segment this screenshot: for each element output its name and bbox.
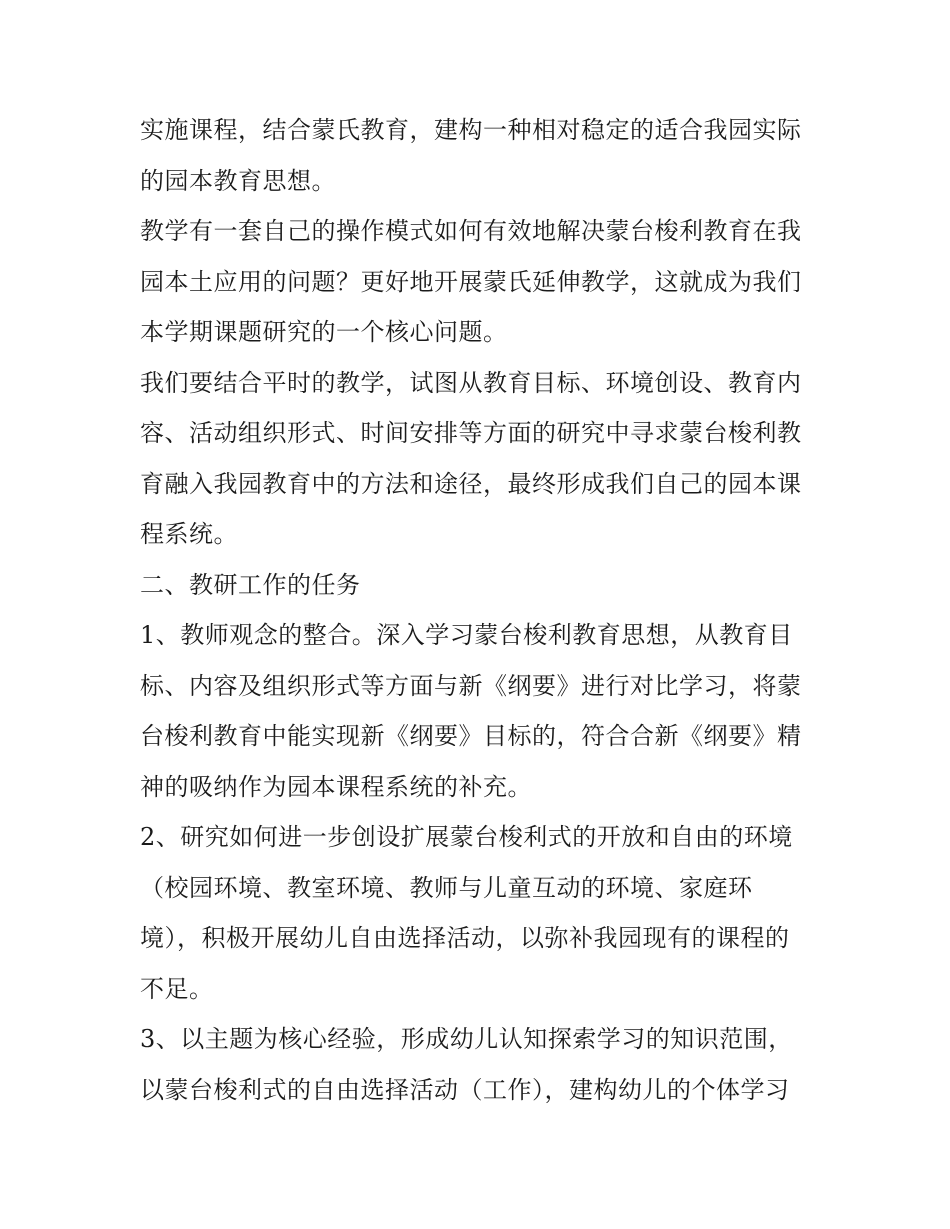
paragraph-line: （校园环境、教室环境、教师与儿童互动的环境、家庭环 [140,874,753,902]
section-heading: 二、教研工作的任务 [140,571,361,599]
paragraph-line: 的园本教育思想。 [140,167,336,195]
paragraph-line: 神的吸纳作为园本课程系统的补充。 [140,773,532,801]
paragraph-line: 1、教师观念的整合。深入学习蒙台梭利教育思想，从教育目 [140,621,793,649]
paragraph-line: 容、活动组织形式、时间安排等方面的研究中寻求蒙台梭利教 [140,419,802,447]
paragraph-line: 程系统。 [140,520,238,548]
paragraph-line: 3、以主题为核心经验，形成幼儿认知探索学习的知识范围， [140,1025,793,1053]
paragraph-line: 标、内容及组织形式等方面与新《纲要》进行对比学习，将蒙 [140,672,802,700]
paragraph-line: 教学有一套自己的操作模式如何有效地解决蒙台梭利教育在我 [140,217,802,245]
paragraph-line: 本学期课题研究的一个核心问题。 [140,318,508,346]
paragraph-line: 以蒙台梭利式的自由选择活动（工作），建构幼儿的个体学习 [140,1076,790,1104]
paragraph-line: 实施课程，结合蒙氏教育，建构一种相对稳定的适合我园实际 [140,116,802,144]
paragraph-line: 不足。 [140,975,214,1003]
paragraph-line: 育融入我园教育中的方法和途径，最终形成我们自己的园本课 [140,470,802,498]
paragraph-line: 我们要结合平时的教学，试图从教育目标、环境创设、教育内 [140,369,802,397]
paragraph-line: 2、研究如何进一步创设扩展蒙台梭利式的开放和自由的环境 [140,823,793,851]
paragraph-line: 园本土应用的问题？更好地开展蒙氏延伸教学，这就成为我们 [140,268,802,296]
paragraph-line: 台梭利教育中能实现新《纲要》目标的，符合合新《纲要》精 [140,722,802,750]
paragraph-line: 境），积极开展幼儿自由选择活动，以弥补我园现有的课程的 [140,924,790,952]
